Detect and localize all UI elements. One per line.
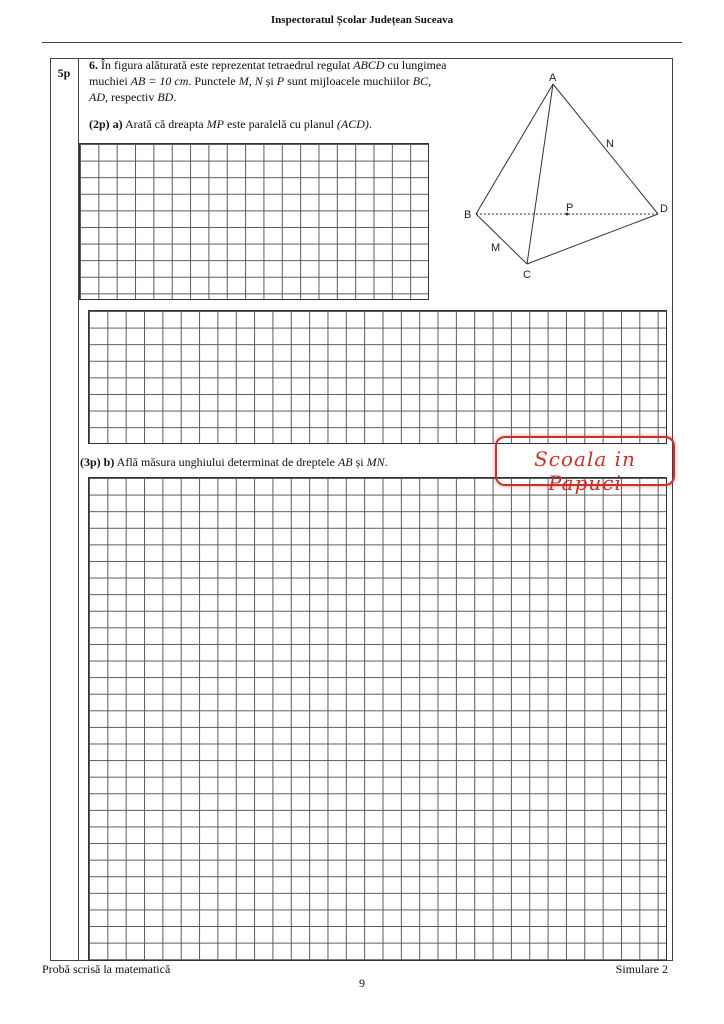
edge-ab-line: [476, 84, 553, 214]
problem-text-4: sunt mijloacele muchiilor: [284, 74, 413, 88]
part-b-text-1: Află măsura unghiului determinat de dreptele: [114, 455, 338, 469]
edge-bd: BD: [157, 90, 174, 104]
part-b-and: și: [352, 455, 367, 469]
part-b-end: .: [384, 455, 388, 469]
part-b-line-1: AB: [337, 455, 353, 469]
part-b-line-2: MN: [366, 455, 385, 469]
part-b-points: (3p) b): [80, 455, 115, 469]
problem-text-3: . Punctele: [188, 74, 239, 88]
part-b-statement: [80, 454, 388, 470]
header-divider: [42, 42, 682, 43]
label-m: M: [491, 242, 501, 254]
label-b: B: [464, 209, 472, 221]
watermark-stamp: [495, 436, 675, 495]
label-n: N: [606, 138, 614, 150]
answer-grid-a-extended[interactable]: [88, 310, 667, 444]
part-a-points: (2p) a): [89, 117, 123, 131]
point-n: N: [254, 74, 263, 88]
sep-1: ,: [248, 74, 255, 88]
part-a-plane: (ACD): [336, 117, 369, 131]
part-a-line: MP: [206, 117, 224, 131]
sep-4: , respectiv: [105, 90, 158, 104]
point-p: P: [276, 74, 285, 88]
label-p: P: [566, 202, 574, 214]
part-a-text-1: Arată că dreapta: [122, 117, 207, 131]
sep-3: ,: [428, 74, 432, 88]
edge-bc-line: [476, 214, 527, 264]
tetrahedron-figure: [460, 66, 672, 288]
edge-length: AB = 10 cm: [130, 74, 189, 88]
problem-text-2: cu lungimea muchiei: [89, 58, 447, 88]
edge-cd-line: [527, 214, 658, 264]
edge-ac-line: [527, 84, 553, 264]
page-number: 9: [359, 976, 365, 990]
part-a-text-2: este paralelă cu planul: [223, 117, 337, 131]
answer-grid-a[interactable]: [79, 143, 429, 300]
footer-exam-name: Probă scrisă la matematică: [42, 962, 171, 976]
footer-session: Simulare 2: [615, 962, 668, 976]
page-header: Inspectoratul Școlar Județean Suceava: [270, 14, 454, 26]
part-a-end: .: [368, 117, 372, 131]
points-label: 5p: [57, 66, 71, 80]
sep-2: și: [262, 74, 277, 88]
edge-ad: AD: [89, 90, 105, 104]
problem-number: 6.: [89, 58, 98, 72]
label-d: D: [660, 203, 668, 215]
label-c: C: [523, 269, 531, 281]
watermark-stamp-text: Scoala in Papuci: [534, 447, 636, 495]
tetra-name: ABCD: [353, 58, 385, 72]
problem-text-1: În figura alăturată este reprezentat tetraedrul regulat: [101, 58, 354, 72]
problem-statement: [89, 57, 449, 105]
label-a: A: [549, 72, 557, 84]
edge-bc: BC: [412, 74, 429, 88]
point-m: M: [238, 74, 249, 88]
end-dot: .: [173, 90, 177, 104]
answer-grid-b[interactable]: [88, 477, 667, 961]
part-a-statement: [89, 116, 372, 132]
